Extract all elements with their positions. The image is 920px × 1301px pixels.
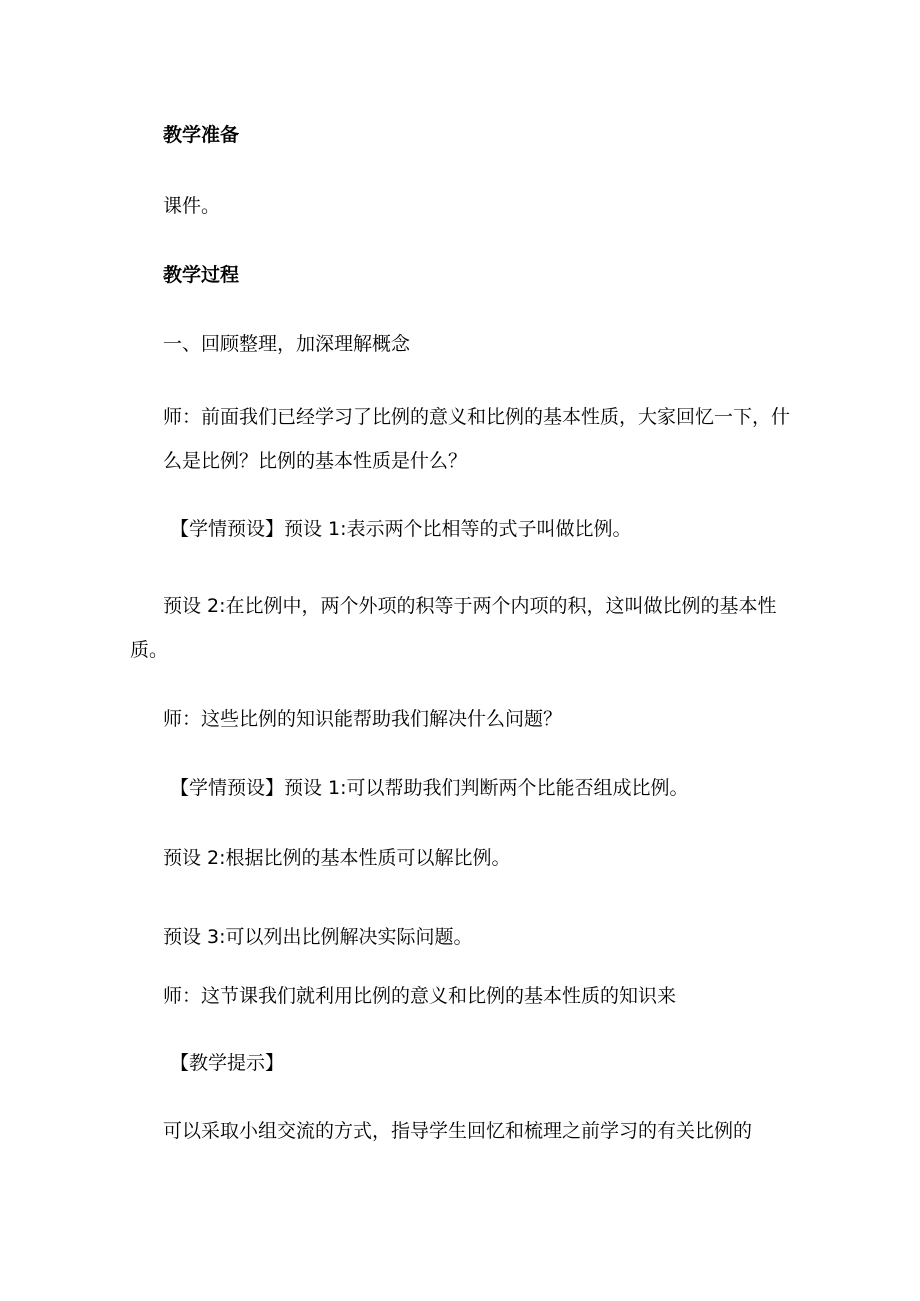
teaching-tip-heading: 【教学提示】: [170, 1052, 285, 1074]
teacher-question-2: 师：这些比例的知识能帮助我们解决什么问题？: [163, 708, 563, 730]
heading-teaching-preparation: 教学准备: [163, 124, 240, 146]
preset-answer-b1: 【学情预设】预设 1:可以帮助我们判断两个比能否组成比例。: [170, 777, 689, 799]
preset-answer-a1: 【学情预设】预设 1:表示两个比相等的式子叫做比例。: [170, 518, 632, 540]
heading-teaching-process: 教学过程: [163, 264, 240, 286]
teacher-statement-3: 师：这节课我们就利用比例的意义和比例的基本性质的知识来: [163, 985, 677, 1007]
teacher-question-1: 师：前面我们已经学习了比例的意义和比例的基本性质，大家回忆一下，什么是比例？比例的基本性质是什么？: [163, 406, 791, 472]
preset-answer-a2: 预设 2:在比例中，两个外项的积等于两个内项的积，这叫做比例的基本性质。: [130, 595, 777, 661]
section-1-title: 一、回顾整理，加深理解概念: [163, 333, 411, 355]
preparation-content: 课件。: [163, 195, 221, 217]
teaching-tip-text: 可以采取小组交流的方式，指导学生回忆和梳理之前学习的有关比例的: [163, 1120, 753, 1142]
preset-answer-b2: 预设 2:根据比例的基本性质可以解比例。: [163, 847, 511, 869]
preset-answer-b3: 预设 3:可以列出比例解决实际问题。: [163, 926, 473, 948]
